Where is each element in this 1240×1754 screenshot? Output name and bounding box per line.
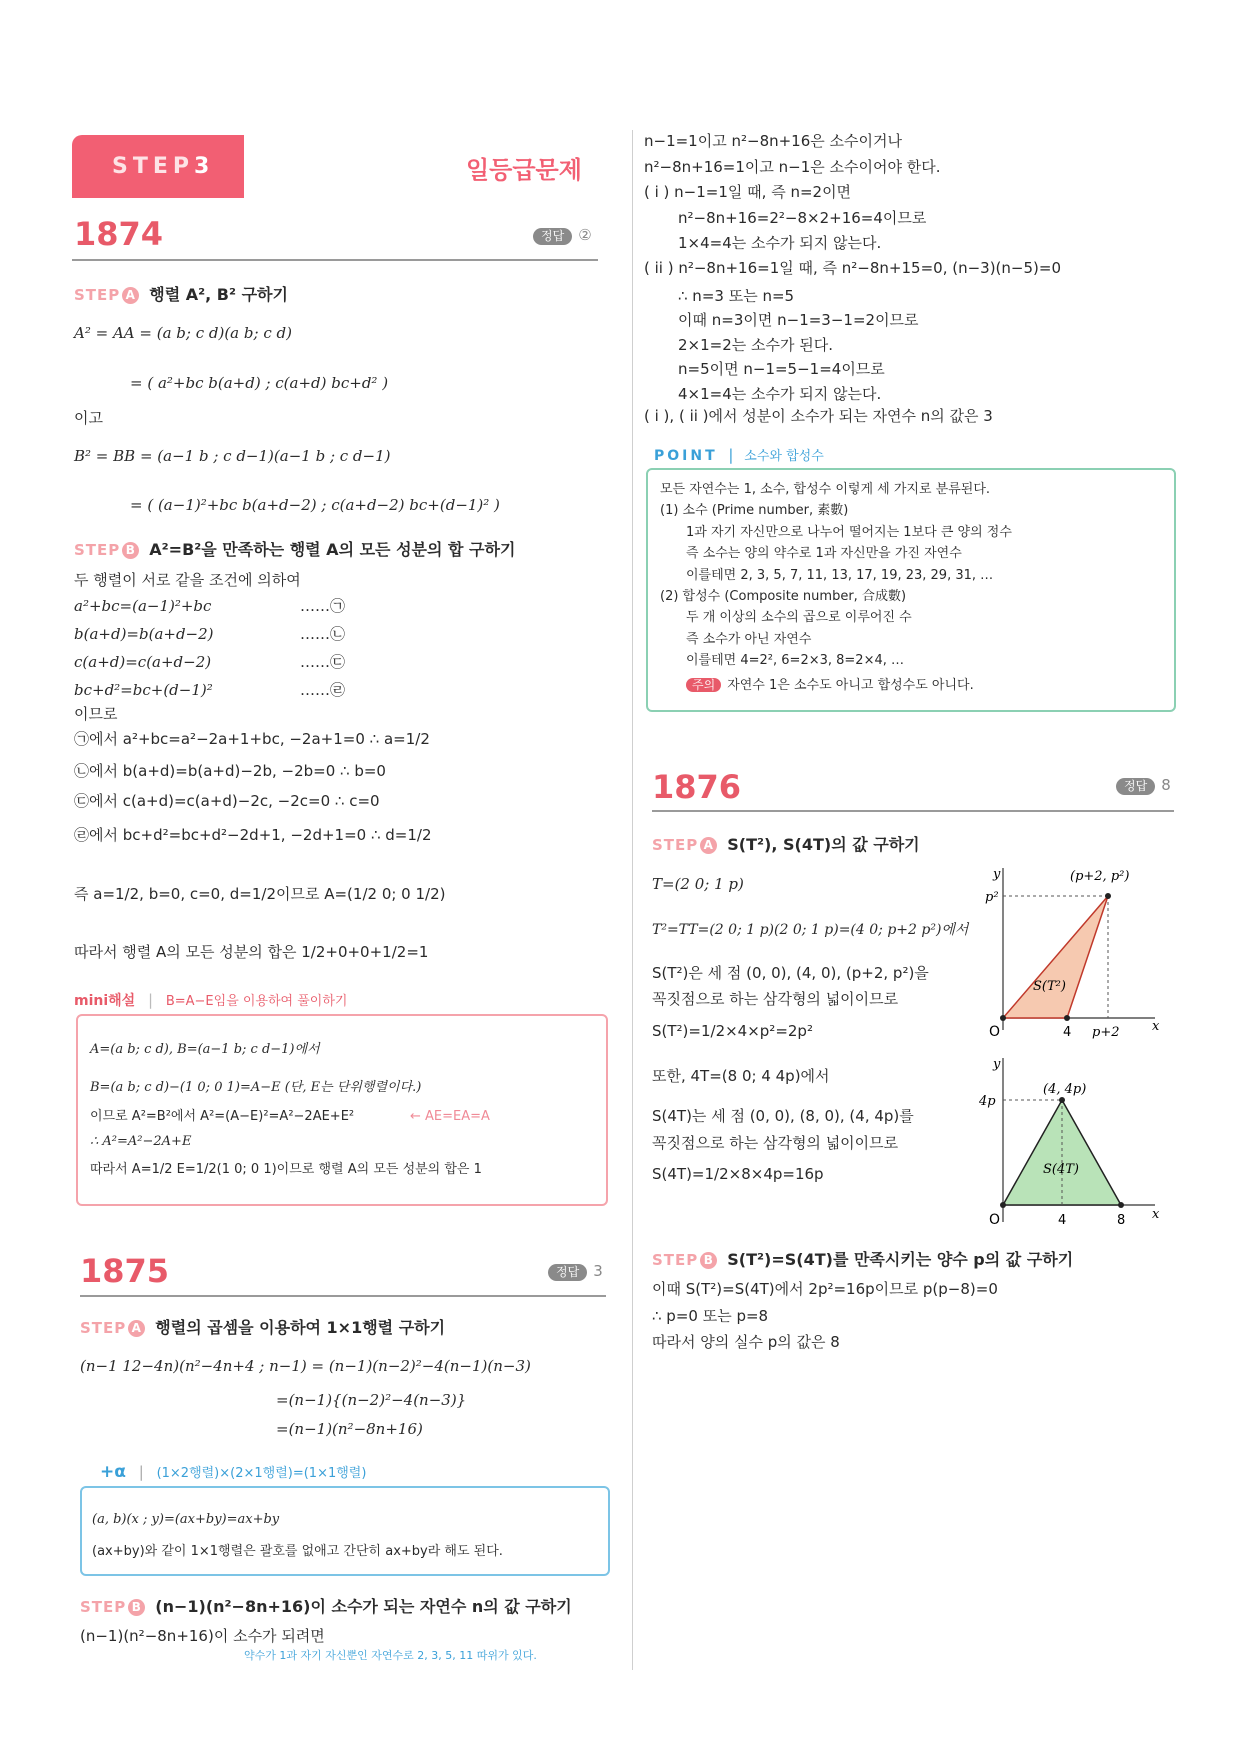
- solve-b: ㉡에서 b(a+d)=b(a+d)−2b, −2b=0 ∴ b=0: [74, 762, 386, 780]
- case-line-3: ( i ) n−1=1일 때, 즉 n=2이면: [644, 183, 852, 201]
- point-header: POINT | 소수와 합성수: [654, 446, 824, 464]
- point-line-3: 1과 자기 자신만으로 나누어 떨어지는 1보다 큰 양의 정수: [686, 525, 1012, 540]
- column-divider: [632, 130, 633, 1670]
- s-4t-line2: 꼭짓점으로 하는 삼각형의 넓이이므로: [652, 1134, 899, 1152]
- igo-text: 이고: [74, 409, 103, 427]
- case-line-6: ( ii ) n²−8n+16=1일 때, 즉 n²−8n+15=0, (n−3)(n−5)=0: [644, 259, 1061, 277]
- conclusion-line: 따라서 행렬 A의 모든 성분의 합은 1/2+0+0+1/2=1: [74, 943, 429, 961]
- point-line-4: 즉 소수는 양의 약수로 1과 자신만을 가진 자연수: [686, 546, 962, 561]
- alpha-title: (1×2행렬)×(2×1행렬)=(1×1행렬): [156, 1466, 367, 1481]
- triangle-s-t2: [1003, 896, 1108, 1018]
- s-4t-value: S(4T)=1/2×8×4p=16p: [652, 1165, 824, 1183]
- alpha-line1: (a, b)(x ; y)=(ax+by)=ax+by: [92, 1512, 280, 1527]
- alpha-label: +α: [100, 1462, 126, 1482]
- product-line3: =(n−1)(n²−8n+16): [276, 1420, 423, 1438]
- graph-s-4t: [975, 1050, 1165, 1230]
- case-line-11: 4×1=4는 소수가 되지 않는다.: [678, 385, 882, 403]
- equation-1-mark: ……㉠: [300, 597, 346, 615]
- prime-condition: (n−1)(n²−8n+16)이 소수가 되려면: [80, 1627, 325, 1645]
- g2-y-label: y: [993, 1057, 1001, 1072]
- divider: [80, 1295, 606, 1297]
- problem-number-1876: 1876: [652, 768, 742, 806]
- equation-2: b(a+d)=b(a+d−2): [74, 625, 214, 643]
- step-a-heading-1876: STEP A S(T²), S(4T)의 값 구하기: [652, 835, 920, 854]
- g1-area-label: S(T²): [1033, 979, 1066, 994]
- case-line-4: n²−8n+16=2²−8×2+16=4이므로: [678, 209, 927, 227]
- g1-y-label: y: [993, 867, 1001, 882]
- graph-s-t2: [975, 860, 1165, 1040]
- case-line-9: 2×1=2는 소수가 된다.: [678, 336, 834, 354]
- prime-note: 약수가 1과 자기 자신뿐인 자연수로 2, 3, 5, 11 따위가 있다.: [244, 1649, 537, 1662]
- equation-4-mark: ……㉣: [300, 681, 346, 699]
- alpha-box: [80, 1486, 610, 1576]
- step-b-heading-1875: STEP B (n−1)(n²−8n+16)이 소수가 되는 자연수 n의 값 구하기: [80, 1597, 572, 1616]
- g2-x-label: x: [1152, 1207, 1160, 1222]
- equation-3: c(a+d)=c(a+d−2): [74, 653, 212, 671]
- step-b-heading: STEP B A²=B²을 만족하는 행렬 A의 모든 성분의 합 구하기: [74, 540, 516, 559]
- case-line-8: 이때 n=3이면 n−1=3−1=2이므로: [678, 311, 919, 329]
- g1-origin: O: [989, 1024, 1001, 1040]
- step-a-heading-1875: STEP A 행렬의 곱셈을 이용하여 1×1행렬 구하기: [80, 1318, 446, 1337]
- alpha-line2: (ax+by)와 같이 1×1행렬은 괄호를 없애고 간단히 ax+by라 해도 된다.: [92, 1544, 503, 1559]
- point-title: 소수와 합성수: [744, 449, 824, 464]
- problem-number-1874: 1874: [74, 215, 164, 253]
- case-line-5: 1×4=4는 소수가 되지 않는다.: [678, 234, 882, 252]
- b-squared-line2: = ( (a−1)²+bc b(a+d−2) ; c(a+d−2) bc+(d−1)² ): [130, 496, 500, 514]
- g2-area-label: S(4T): [1043, 1162, 1079, 1177]
- g2-x-tick-4: 4: [1058, 1213, 1067, 1228]
- point-line-2: (1) 소수 (Prime number, 素數): [660, 503, 849, 518]
- point-line-1: 모든 자연수는 1, 소수, 합성수 이렇게 세 가지로 분류된다.: [660, 482, 991, 497]
- step3-tab: [72, 135, 244, 198]
- final-line3: 따라서 양의 실수 p의 값은 8: [652, 1333, 840, 1351]
- point-line-8: 즉 소수가 아닌 자연수: [686, 632, 812, 647]
- point-line-5: 이를테면 2, 3, 5, 7, 11, 13, 17, 19, 23, 29, 31, …: [686, 568, 994, 583]
- t-matrix: T=(2 0; 1 p): [652, 875, 744, 893]
- mini-line1: A=(a b; c d), B=(a−1 b; c d−1)에서: [90, 1042, 320, 1057]
- mini-line5: 따라서 A=1/2 E=1/2(1 0; 0 1)이므로 행렬 A의 모든 성분의 합은 1: [90, 1162, 482, 1177]
- step-label: STEP: [112, 154, 195, 179]
- divider: [72, 259, 598, 261]
- g1-x-label: x: [1152, 1019, 1160, 1034]
- product-line2: =(n−1){(n−2)²−4(n−3)}: [276, 1391, 467, 1409]
- mini-label: mini해설: [74, 993, 136, 1009]
- case-line-2: n²−8n+16=1이고 n−1은 소수이어야 한다.: [644, 158, 941, 176]
- t-squared: T²=TT=(2 0; 1 p)(2 0; 1 p)=(4 0; p+2 p²)에서: [652, 922, 969, 938]
- s-t2-value: S(T²)=1/2×4×p²=2p²: [652, 1022, 813, 1040]
- solve-a: ㉠에서 a²+bc=a²−2a+1+bc, −2a+1=0 ∴ a=1/2: [74, 730, 430, 748]
- mini-line3: 이므로 A²=B²에서 A²=(A−E)²=A²−2AE+E²: [90, 1109, 355, 1124]
- imeuro-text: 이므로: [74, 705, 118, 723]
- four-t-matrix: 또한, 4T=(8 0; 4 4p)에서: [652, 1067, 830, 1085]
- case-line-1: n−1=1이고 n²−8n+16은 소수이거나: [644, 132, 902, 150]
- g2-point-label: (4, 4p): [1043, 1082, 1087, 1097]
- step-a-heading: STEP A 행렬 A², B² 구하기: [74, 285, 288, 304]
- divider: [652, 810, 1174, 812]
- point-label: POINT: [654, 448, 718, 464]
- mini-line2: B=(a b; c d)−(1 0; 0 1)=A−E (단, E는 단위행렬이다.): [90, 1080, 422, 1095]
- g2-origin: O: [989, 1212, 1001, 1228]
- g2-x-tick-8: 8: [1117, 1213, 1126, 1228]
- case-line-12: ( i ), ( ii )에서 성분이 소수가 되는 자연수 n의 값은 3: [644, 407, 993, 425]
- equation-1: a²+bc=(a−1)²+bc: [74, 597, 212, 615]
- mini-header: mini해설 | B=A−E임을 이용하여 풀이하기: [74, 991, 348, 1009]
- g1-x-tick-4: 4: [1063, 1025, 1072, 1040]
- case-line-10: n=5이면 n−1=5−1=4이므로: [678, 360, 885, 378]
- product-line1: (n−1 12−4n)(n²−4n+4 ; n−1) = (n−1)(n−2)²−4(n−1)(n−3): [80, 1357, 531, 1375]
- equation-2-mark: ……㉡: [300, 625, 346, 643]
- g1-y-tick: p²: [985, 890, 999, 905]
- final-line1: 이때 S(T²)=S(4T)에서 2p²=16p이므로 p(p−8)=0: [652, 1280, 998, 1298]
- result-line: 즉 a=1/2, b=0, c=0, d=1/2이므로 A=(1/2 0; 0 1/2): [74, 885, 446, 903]
- answer-1875: 정답 3: [548, 1262, 603, 1281]
- s-4t-line1: S(4T)는 세 점 (0, 0), (8, 0), (4, 4p)를: [652, 1107, 914, 1125]
- case-line-7: ∴ n=3 또는 n=5: [678, 287, 795, 305]
- s-t2-line2: 꼭짓점으로 하는 삼각형의 넓이이므로: [652, 990, 899, 1008]
- mini-line3-note: ← AE=EA=A: [410, 1109, 490, 1124]
- a-squared-line2: = ( a²+bc b(a+d) ; c(a+d) bc+d² ): [130, 374, 389, 392]
- b-squared-line1: B² = BB = (a−1 b ; c d−1)(a−1 b ; c d−1): [74, 447, 391, 465]
- a-squared-line1: A² = AA = (a b; c d)(a b; c d): [74, 324, 292, 342]
- point-line-9: 이를테면 4=2², 6=2×3, 8=2×4, …: [686, 653, 905, 668]
- point-line-7: 두 개 이상의 소수의 곱으로 이루어진 수: [686, 610, 912, 625]
- condition-intro: 두 행렬이 서로 같을 조건에 의하여: [74, 571, 301, 589]
- final-line2: ∴ p=0 또는 p=8: [652, 1307, 769, 1325]
- triangle-s-4t: [1003, 1100, 1121, 1205]
- mini-title: B=A−E임을 이용하여 풀이하기: [165, 994, 348, 1009]
- warning-tag: 주의: [686, 678, 721, 692]
- point-line-6: (2) 합성수 (Composite number, 合成數): [660, 589, 907, 604]
- problem-number-1875: 1875: [80, 1252, 170, 1290]
- alpha-header: +α | (1×2행렬)×(2×1행렬)=(1×1행렬): [100, 1462, 367, 1482]
- equation-4: bc+d²=bc+(d−1)²: [74, 681, 213, 699]
- equation-3-mark: ……㉢: [300, 653, 346, 671]
- solve-d: ㉣에서 bc+d²=bc+d²−2d+1, −2d+1=0 ∴ d=1/2: [74, 826, 432, 844]
- section-title: 일등급문제: [466, 156, 582, 184]
- mini-line4: ∴ A²=A²−2A+E: [90, 1134, 192, 1149]
- g2-y-tick: 4p: [979, 1094, 996, 1109]
- step-b-heading-1876: STEP B S(T²)=S(4T)를 만족시키는 양수 p의 값 구하기: [652, 1250, 1074, 1269]
- warning-text: 자연수 1은 소수도 아니고 합성수도 아니다.: [727, 678, 974, 693]
- g1-x-tick-p2: p+2: [1092, 1025, 1120, 1040]
- point-warning: [686, 674, 974, 693]
- answer-1876: 정답 8: [1116, 776, 1171, 795]
- solve-c: ㉢에서 c(a+d)=c(a+d)−2c, −2c=0 ∴ c=0: [74, 792, 380, 810]
- step-number: 3: [194, 154, 215, 179]
- g1-point-label: (p+2, p²): [1070, 869, 1130, 884]
- answer-1874: 정답 ②: [533, 226, 592, 245]
- s-t2-line1: S(T²)은 세 점 (0, 0), (4, 0), (p+2, p²)을: [652, 964, 929, 982]
